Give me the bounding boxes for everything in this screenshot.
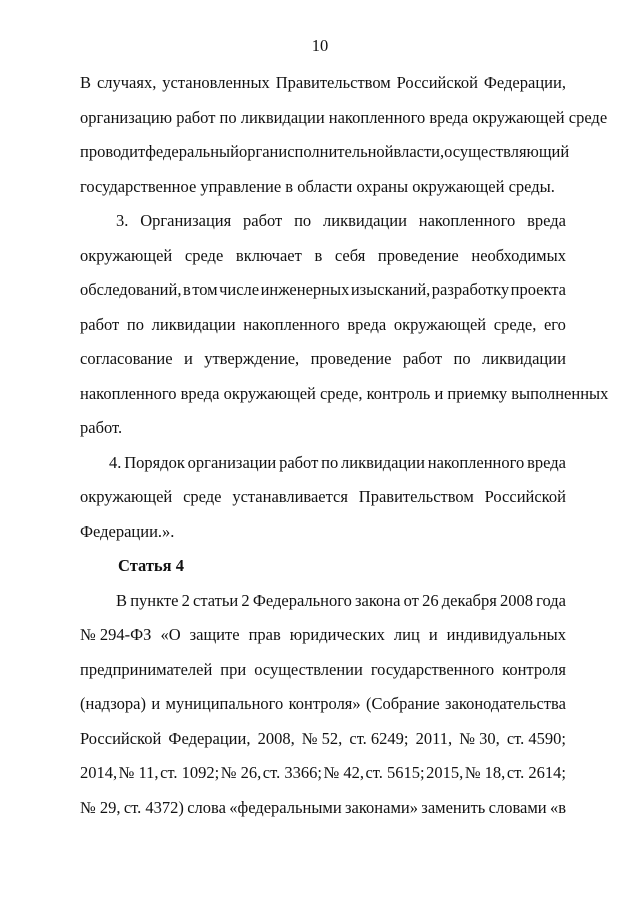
word: ст. 5615;: [365, 763, 425, 782]
word: юридических: [289, 625, 385, 644]
word: ст. 3366;: [262, 763, 322, 782]
word: Российской: [80, 728, 162, 748]
word: проекта: [510, 280, 566, 299]
word: по: [294, 211, 312, 230]
word: Правительством: [358, 487, 474, 506]
text-line: [80, 653, 566, 688]
word: работ.: [80, 418, 123, 437]
text-line: [80, 101, 608, 136]
word: по: [321, 452, 339, 472]
word: 2: [181, 590, 190, 610]
text-line: [80, 377, 609, 412]
word: в: [314, 245, 323, 265]
word: включает: [235, 245, 302, 265]
word: законами»: [345, 797, 418, 817]
page-number: 10: [311, 36, 329, 55]
word: прав: [248, 625, 281, 644]
word: в: [182, 280, 191, 299]
word: разработку: [431, 280, 510, 299]
word: вреда: [527, 452, 566, 472]
word: среде: [183, 487, 222, 506]
word: утверждение,: [204, 349, 300, 368]
word: статьи: [193, 590, 239, 610]
word: ликвидации: [482, 349, 566, 368]
word: Организация: [140, 211, 232, 230]
text-line: [80, 66, 566, 101]
word: № 29,: [80, 797, 121, 817]
word: (надзора): [80, 694, 146, 713]
word: Статья 4: [118, 556, 184, 575]
word: ликвидации: [323, 211, 407, 230]
word: Российской: [396, 73, 478, 92]
word: среде: [184, 245, 224, 265]
text-line: [80, 273, 566, 308]
word: осуществлении: [254, 659, 363, 679]
text-line: [80, 549, 566, 584]
word: от: [403, 590, 419, 610]
word: декабря: [441, 590, 497, 610]
word: накопленного: [418, 211, 516, 230]
word: В: [116, 590, 128, 610]
text-line: [80, 204, 566, 239]
text-line: [80, 618, 566, 653]
word: 2015,: [426, 763, 464, 782]
word: организации: [187, 452, 277, 472]
word: исполнительной: [278, 142, 394, 161]
word: Федерации.».: [80, 521, 175, 541]
word: заменить: [421, 797, 486, 817]
word: № 11,: [118, 763, 159, 782]
word: муниципального: [165, 694, 284, 713]
word: Порядок: [124, 452, 185, 472]
word: № 294-ФЗ: [80, 625, 152, 644]
document-body: [80, 66, 609, 825]
word: инженерных: [260, 280, 350, 299]
word: № 52,: [301, 728, 343, 748]
word: пункте: [130, 590, 179, 610]
word: 4.: [109, 452, 122, 472]
word: законодательства: [445, 694, 566, 713]
word: власти,: [393, 142, 445, 161]
word: контроля: [502, 659, 566, 679]
word: необходимых: [471, 245, 566, 265]
text-line: [80, 239, 566, 274]
word: (Собрание: [366, 694, 440, 713]
word: слова: [187, 797, 226, 817]
word: изысканий,: [350, 280, 431, 299]
word: и: [183, 349, 193, 368]
text-line: [80, 411, 566, 446]
word: окружающей: [393, 314, 487, 334]
word: по: [126, 314, 144, 334]
word: № 30,: [459, 728, 500, 748]
word: ст. 2614;: [506, 763, 566, 782]
word: федеральный: [145, 142, 239, 161]
word: проводит: [80, 142, 146, 161]
word: 26: [422, 590, 439, 610]
word: орган: [238, 142, 279, 161]
word: проведение: [377, 245, 459, 265]
text-line: [80, 722, 566, 757]
word: «О: [160, 625, 181, 644]
word: накопленного: [243, 314, 340, 334]
word: осуществляющий: [444, 142, 570, 161]
word: Федерации,: [483, 73, 566, 92]
text-line: [80, 308, 566, 343]
text-line: [80, 480, 566, 515]
word: предпринимателей: [80, 659, 213, 679]
word: словами: [488, 797, 547, 817]
word: работ: [279, 452, 319, 472]
word: себя: [334, 245, 366, 265]
word: при: [220, 659, 247, 679]
word: устанавливается: [232, 487, 348, 506]
word: «в: [549, 797, 566, 817]
word: В: [80, 73, 92, 92]
word: по: [453, 349, 471, 368]
word: Российской: [484, 487, 566, 506]
word: вреда: [527, 211, 566, 230]
word: ликвидации: [151, 314, 236, 334]
word: № 42,: [323, 763, 364, 782]
word: обследований,: [80, 280, 182, 299]
word: № 18,: [464, 763, 506, 782]
word: ст. 6249;: [349, 728, 409, 748]
text-line: [80, 446, 566, 481]
word: государственного: [370, 659, 495, 679]
word: работ: [80, 314, 120, 334]
word: государственное управление в области охраны окружающей среды.: [80, 176, 555, 196]
word: вреда: [347, 314, 387, 334]
word: № 26,: [220, 763, 262, 782]
word: контроля»: [288, 694, 361, 713]
word: ст. 4590;: [506, 728, 566, 748]
word: числе: [219, 280, 260, 299]
word: среде,: [493, 314, 537, 334]
word: работ: [402, 349, 443, 368]
word: работ: [243, 211, 283, 230]
word: года: [536, 590, 566, 610]
word: индивидуальных: [446, 625, 566, 644]
word: 2014,: [80, 763, 118, 782]
word: согласование: [80, 349, 173, 368]
text-line: [80, 687, 566, 722]
word: организацию работ по ликвидации накопленного вреда окружающей среде: [80, 107, 608, 127]
word: Федерации,: [168, 728, 251, 748]
text-line: [80, 170, 566, 205]
word: «федеральными: [229, 797, 342, 817]
text-line: [80, 584, 566, 619]
word: Правительством: [275, 73, 391, 92]
word: случаях,: [96, 73, 157, 92]
word: защите: [189, 625, 240, 644]
text-line: [80, 342, 566, 377]
word: 2008: [499, 590, 533, 610]
word: ликвидации: [341, 452, 425, 472]
word: Федерального: [252, 590, 352, 610]
text-line: [80, 515, 566, 550]
word: закона: [355, 590, 401, 610]
word: лиц: [393, 625, 420, 644]
word: и: [151, 694, 161, 713]
word: его: [543, 314, 566, 334]
text-line: [80, 791, 566, 826]
word: 2011,: [415, 728, 453, 748]
word: том: [192, 280, 218, 299]
word: окружающей: [80, 245, 173, 265]
word: и: [428, 625, 438, 644]
word: накопленного вреда окружающей среде, контроль и приемку выполненных: [80, 383, 609, 403]
word: установленных: [162, 73, 270, 92]
text-line: [80, 756, 566, 791]
word: 2: [241, 590, 250, 610]
word: окружающей: [80, 487, 173, 506]
word: 2008,: [257, 728, 295, 748]
text-line: [80, 135, 570, 170]
word: ст. 1092;: [160, 763, 220, 782]
word: 3.: [116, 211, 129, 230]
word: накопленного: [427, 452, 525, 472]
word: ст. 4372): [123, 797, 184, 817]
word: проведение: [310, 349, 392, 368]
